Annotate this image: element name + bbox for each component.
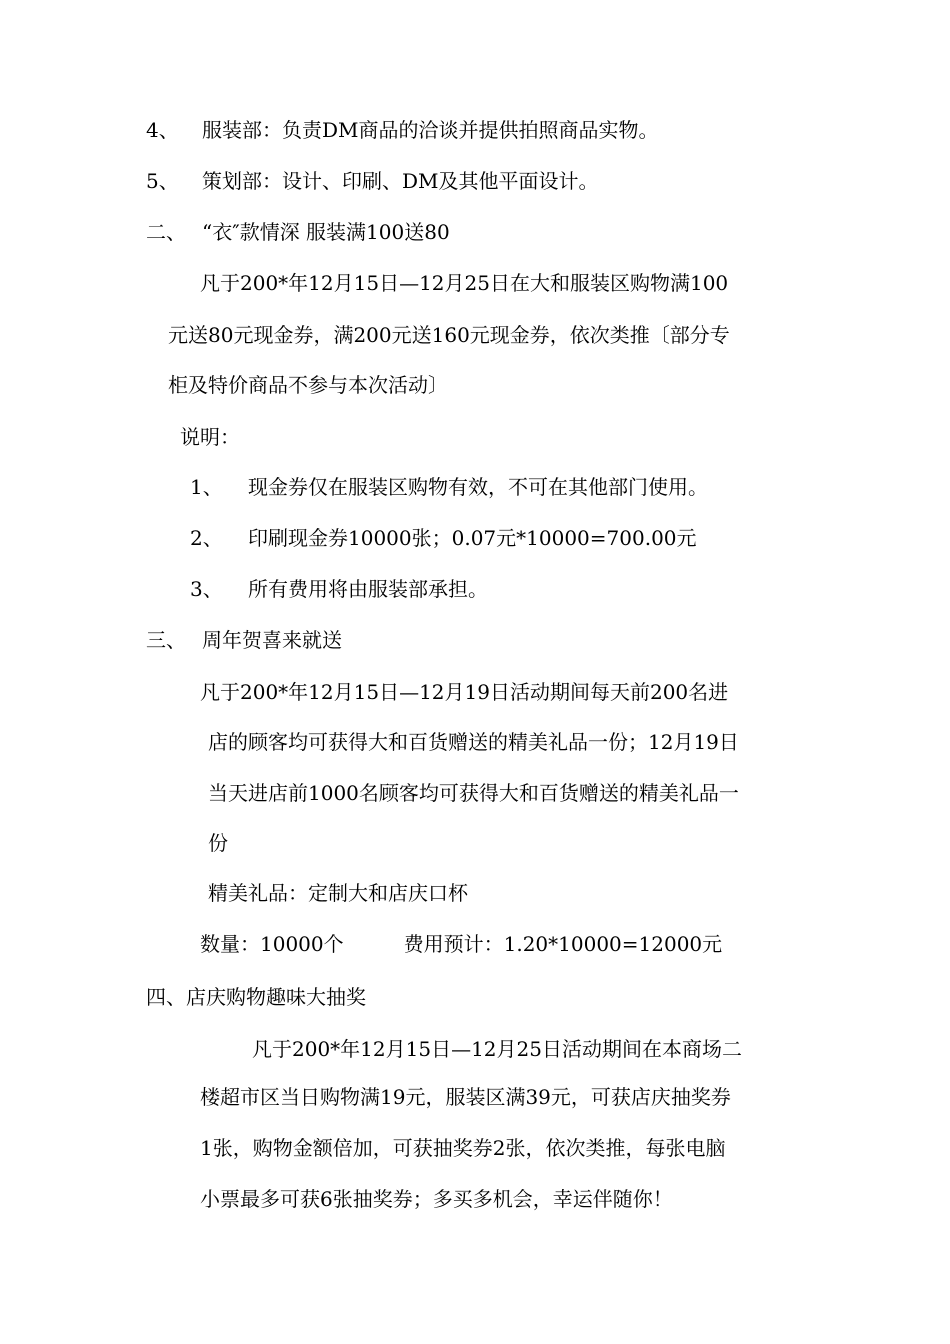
item-4-number: 4、 xyxy=(146,118,179,142)
section-3-para-line-2: 店的顾客均可获得大和百货赠送的精美礼品一份；12月19日 xyxy=(208,730,739,754)
note-1-number: 1、 xyxy=(190,475,223,499)
section-2-heading xyxy=(146,219,450,245)
section-3-para-line-3: 当天进店前1000名顾客均可获得大和百货赠送的精美礼品一 xyxy=(208,781,739,805)
section-4-para-line-4: 小票最多可获6张抽奖券；多买多机会，幸运伴随你！ xyxy=(200,1187,673,1211)
section-2-para-line-1: 凡于200*年12月15日—12月25日在大和服装区购物满100 xyxy=(200,271,729,295)
note-3-number: 3、 xyxy=(190,577,223,601)
note-item-1 xyxy=(190,474,708,500)
quantity-cost-line xyxy=(200,931,722,957)
section-4-para-line-1: 凡于200*年12月15日—12月25日活动期间在本商场二 xyxy=(252,1037,742,1061)
section-4-para-line-3: 1张，购物金额倍加，可获抽奖券2张，依次类推，每张电脑 xyxy=(200,1136,726,1160)
item-4-text: 服装部：负责DM商品的洽谈并提供拍照商品实物。 xyxy=(202,118,659,142)
note-item-2 xyxy=(190,525,697,551)
section-2-title: “衣″款情深 服装满100送80 xyxy=(202,220,450,244)
section-3-heading xyxy=(146,627,342,653)
note-item-3 xyxy=(190,576,488,602)
section-3-para-line-1: 凡于200*年12月15日—12月19日活动期间每天前200名进 xyxy=(200,680,729,704)
list-item-5 xyxy=(146,168,599,194)
gift-line: 精美礼品：定制大和店庆口杯 xyxy=(208,881,468,905)
quantity-text: 数量：10000个 xyxy=(200,932,344,956)
section-3-para-line-4: 份 xyxy=(208,831,228,855)
section-2-para-line-3: 柜及特价商品不参与本次活动〕 xyxy=(168,373,448,397)
section-4-para-line-2: 楼超市区当日购物满19元，服装区满39元，可获店庆抽奖券 xyxy=(200,1085,731,1109)
note-1-text: 现金券仅在服装区购物有效，不可在其他部门使用。 xyxy=(248,475,708,499)
note-2-number: 2、 xyxy=(190,526,223,550)
note-2-text: 印刷现金券10000张；0.07元*10000=700.00元 xyxy=(248,526,697,550)
item-5-text: 策划部：设计、印刷、DM及其他平面设计。 xyxy=(202,169,599,193)
section-2-number: 二、 xyxy=(146,220,186,244)
section-3-number: 三、 xyxy=(146,628,186,652)
list-item-4 xyxy=(146,117,659,143)
item-5-number: 5、 xyxy=(146,169,179,193)
cost-text: 费用预计：1.20*10000=12000元 xyxy=(403,932,723,956)
section-3-title: 周年贺喜来就送 xyxy=(202,628,342,652)
section-2-para-line-2: 元送80元现金券，满200元送160元现金券，依次类推〔部分专 xyxy=(168,323,730,347)
note-label: 说明： xyxy=(180,425,240,449)
section-4-heading: 四、店庆购物趣味大抽奖 xyxy=(146,985,366,1009)
note-3-text: 所有费用将由服装部承担。 xyxy=(248,577,488,601)
